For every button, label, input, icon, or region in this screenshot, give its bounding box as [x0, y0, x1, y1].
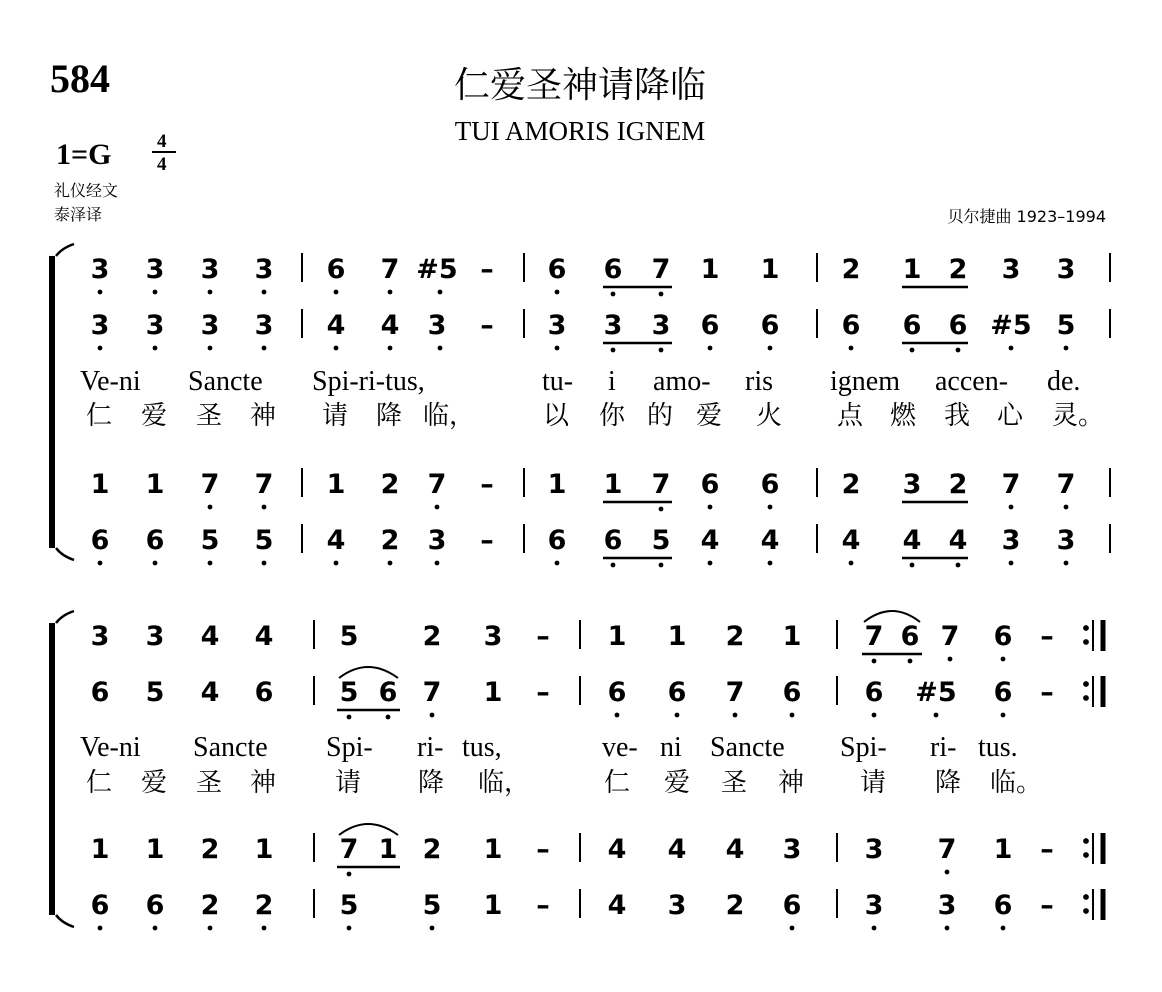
lyric-syllable: 点: [837, 401, 864, 431]
lyric-syllable: de.: [1047, 366, 1081, 397]
note: 1: [378, 834, 398, 865]
note: 3: [603, 310, 623, 341]
note: 1: [483, 677, 503, 708]
notation-row: [91, 468, 1110, 511]
note: 3: [145, 254, 165, 285]
notation-row: [91, 524, 1110, 567]
note: 3: [902, 469, 922, 500]
lyric-syllable: 请: [322, 401, 349, 431]
note: 2: [200, 834, 220, 865]
note: 1: [993, 834, 1013, 865]
key-signature: 1=G: [56, 138, 112, 171]
note: 4: [760, 525, 780, 556]
note: 6: [667, 677, 687, 708]
note: 6: [254, 677, 274, 708]
lyric-syllable: ri-: [417, 732, 444, 763]
note: 3: [1001, 525, 1021, 556]
note: 4: [380, 310, 400, 341]
note: 3: [1056, 525, 1076, 556]
composer-credit: 贝尔捷曲 1923–1994: [947, 207, 1106, 226]
note: 1: [760, 254, 780, 285]
notation-row: [91, 667, 1103, 719]
lyric-syllable: Sancte: [710, 732, 785, 763]
note: –: [536, 621, 550, 652]
note: 7: [427, 469, 447, 500]
note: –: [1040, 834, 1054, 865]
note: 3: [667, 890, 687, 921]
note: 3: [427, 525, 447, 556]
translator: 泰泽译: [54, 205, 103, 224]
lyric-syllable: 降: [935, 768, 962, 798]
note: 4: [725, 834, 745, 865]
note: 6: [841, 310, 861, 341]
note: 6: [900, 621, 920, 652]
note: 1: [603, 469, 623, 500]
lyric-syllable: Spi-: [326, 732, 373, 763]
lyric-syllable: ni: [660, 732, 682, 763]
note: 3: [200, 310, 220, 341]
lyric-syllable: 燃: [890, 401, 917, 431]
lyric-syllable: i: [608, 366, 616, 397]
note: 1: [483, 834, 503, 865]
note: 3: [427, 310, 447, 341]
note: 3: [145, 310, 165, 341]
lyric-syllable: 临，: [478, 768, 531, 798]
system-bracket: [52, 611, 74, 927]
lyric-syllable: tus,: [462, 732, 502, 763]
title-chinese: 仁爱圣神请降临: [453, 65, 707, 106]
lyrics-chinese: [86, 401, 1104, 431]
text-source: 礼仪经文: [54, 181, 119, 200]
time-signature-top: 4: [157, 131, 167, 152]
lyric-syllable: 请: [335, 768, 362, 798]
note: 1: [547, 469, 567, 500]
note: #5: [990, 310, 1032, 341]
note: 7: [1001, 469, 1021, 500]
lyric-syllable: accen-: [935, 366, 1009, 397]
lyric-syllable: amo-: [653, 366, 711, 397]
note: 6: [993, 677, 1013, 708]
note: 6: [90, 890, 110, 921]
note: 4: [700, 525, 720, 556]
note: 5: [339, 890, 359, 921]
system-bracket: [52, 244, 74, 560]
note: 4: [841, 525, 861, 556]
note: 6: [90, 525, 110, 556]
lyric-syllable: 神: [778, 768, 805, 798]
note: 3: [483, 621, 503, 652]
note: 6: [603, 525, 623, 556]
lyric-syllable: Ve-ni: [80, 732, 141, 763]
lyric-syllable: 仁: [86, 768, 113, 798]
note: 3: [145, 621, 165, 652]
note: –: [536, 834, 550, 865]
note: 5: [339, 621, 359, 652]
note: 7: [200, 469, 220, 500]
note: 7: [254, 469, 274, 500]
note: 2: [254, 890, 274, 921]
note: 5: [651, 525, 671, 556]
note: 6: [145, 890, 165, 921]
lyric-syllable: 圣: [196, 768, 223, 798]
lyric-syllable: Sancte: [188, 366, 263, 397]
lyric-syllable: 的: [647, 401, 674, 431]
note: 4: [200, 677, 220, 708]
note: #5: [915, 677, 957, 708]
note: 7: [1056, 469, 1076, 500]
note: 4: [326, 310, 346, 341]
note: 6: [603, 254, 623, 285]
lyrics-latin: [80, 366, 1080, 397]
note: –: [536, 677, 550, 708]
note: 1: [145, 469, 165, 500]
note: 3: [90, 310, 110, 341]
note: 6: [326, 254, 346, 285]
note: 6: [993, 621, 1013, 652]
note: 2: [422, 621, 442, 652]
note: 6: [145, 525, 165, 556]
note: 1: [782, 621, 802, 652]
note: 2: [725, 621, 745, 652]
lyric-syllable: 爱: [141, 768, 168, 798]
note: 6: [760, 310, 780, 341]
lyric-syllable: 仁: [604, 768, 631, 798]
note: 3: [200, 254, 220, 285]
note: 7: [651, 254, 671, 285]
note: 5: [145, 677, 165, 708]
lyric-syllable: ris: [745, 366, 773, 397]
note: 2: [422, 834, 442, 865]
note: 7: [864, 621, 884, 652]
note: #5: [416, 254, 458, 285]
note: 6: [948, 310, 968, 341]
notation-row: [91, 611, 1103, 663]
note: 3: [90, 621, 110, 652]
note: 6: [547, 525, 567, 556]
note: 4: [200, 621, 220, 652]
note: 3: [782, 834, 802, 865]
note: 6: [902, 310, 922, 341]
lyric-syllable: 神: [250, 401, 277, 431]
repeat-sign: [1084, 620, 1103, 651]
lyric-syllable: 火: [756, 401, 783, 431]
notation-row: [91, 309, 1110, 352]
repeat-sign: [1084, 676, 1103, 707]
notation-row: [91, 824, 1103, 876]
lyric-syllable: 爱: [664, 768, 691, 798]
note: 7: [651, 469, 671, 500]
note: 4: [254, 621, 274, 652]
lyric-syllable: 临，: [423, 401, 476, 431]
lyric-syllable: 圣: [196, 401, 223, 431]
note: 1: [90, 469, 110, 500]
hymn-number: 584: [50, 56, 110, 101]
note: 2: [200, 890, 220, 921]
note: 1: [326, 469, 346, 500]
note: 4: [607, 834, 627, 865]
note: 2: [380, 469, 400, 500]
note: 2: [841, 254, 861, 285]
note: 4: [948, 525, 968, 556]
note: 1: [145, 834, 165, 865]
lyric-syllable: 灵。: [1052, 401, 1105, 431]
note: 2: [948, 469, 968, 500]
lyric-syllable: 爱: [141, 401, 168, 431]
repeat-sign: [1084, 889, 1103, 920]
note: –: [480, 310, 494, 341]
note: 4: [667, 834, 687, 865]
lyric-syllable: 临。: [990, 768, 1043, 798]
note: 6: [993, 890, 1013, 921]
note: 7: [422, 677, 442, 708]
lyric-syllable: Spi-: [840, 732, 887, 763]
note: 3: [1056, 254, 1076, 285]
lyric-syllable: tu-: [542, 366, 574, 397]
note: 5: [254, 525, 274, 556]
note: 3: [864, 834, 884, 865]
note: 3: [651, 310, 671, 341]
note: 5: [339, 677, 359, 708]
note: 2: [948, 254, 968, 285]
note: 7: [380, 254, 400, 285]
notation-row: [91, 253, 1110, 296]
note: 6: [700, 310, 720, 341]
note: 6: [607, 677, 627, 708]
note: 7: [940, 621, 960, 652]
note: 5: [422, 890, 442, 921]
note: –: [1040, 621, 1054, 652]
note: 6: [378, 677, 398, 708]
note: 6: [90, 677, 110, 708]
note: 3: [254, 310, 274, 341]
note: –: [536, 890, 550, 921]
notation-row: [91, 889, 1103, 930]
note: 1: [90, 834, 110, 865]
note: 1: [607, 621, 627, 652]
note: 2: [725, 890, 745, 921]
note: 3: [547, 310, 567, 341]
note: 5: [1056, 310, 1076, 341]
note: 3: [254, 254, 274, 285]
note: 1: [902, 254, 922, 285]
lyric-syllable: 仁: [86, 401, 113, 431]
note: 6: [782, 677, 802, 708]
note: 7: [725, 677, 745, 708]
note: 1: [254, 834, 274, 865]
lyric-syllable: 神: [250, 768, 277, 798]
note: –: [480, 525, 494, 556]
note: 6: [547, 254, 567, 285]
lyric-syllable: 圣: [721, 768, 748, 798]
note: –: [1040, 677, 1054, 708]
lyric-syllable: ve-: [602, 732, 638, 763]
note: 3: [1001, 254, 1021, 285]
note: 4: [326, 525, 346, 556]
lyric-syllable: 心: [997, 401, 1024, 431]
lyrics-latin: [80, 732, 1018, 763]
lyric-syllable: 降: [418, 768, 445, 798]
lyric-syllable: ri-: [930, 732, 957, 763]
lyric-syllable: 以: [543, 401, 570, 431]
lyric-syllable: tus.: [978, 732, 1018, 763]
note: 1: [700, 254, 720, 285]
note: 2: [380, 525, 400, 556]
lyric-syllable: Sancte: [193, 732, 268, 763]
lyric-syllable: 你: [599, 401, 626, 431]
note: 7: [937, 834, 957, 865]
note: 6: [760, 469, 780, 500]
repeat-sign: [1084, 833, 1103, 864]
time-signature: [152, 131, 176, 175]
lyrics-chinese: [86, 768, 1042, 798]
note: 6: [864, 677, 884, 708]
note: 5: [200, 525, 220, 556]
note: 2: [841, 469, 861, 500]
lyric-syllable: ignem: [830, 366, 900, 397]
lyric-syllable: 降: [376, 401, 403, 431]
note: 1: [667, 621, 687, 652]
lyric-syllable: 我: [944, 401, 971, 431]
note: 7: [339, 834, 359, 865]
note: –: [1040, 890, 1054, 921]
note: 4: [607, 890, 627, 921]
lyric-syllable: 请: [860, 768, 887, 798]
note: 3: [864, 890, 884, 921]
time-signature-bottom: 4: [157, 154, 167, 175]
title-latin: TUI AMORIS IGNEM: [454, 116, 706, 146]
note: –: [480, 469, 494, 500]
note: 3: [90, 254, 110, 285]
note: 1: [483, 890, 503, 921]
note: 6: [782, 890, 802, 921]
lyric-syllable: Spi-ri-tus,: [312, 366, 425, 397]
lyric-syllable: 爱: [696, 401, 723, 431]
note: 4: [902, 525, 922, 556]
note: 3: [937, 890, 957, 921]
note: 6: [700, 469, 720, 500]
lyric-syllable: Ve-ni: [80, 366, 141, 397]
note: –: [480, 254, 494, 285]
